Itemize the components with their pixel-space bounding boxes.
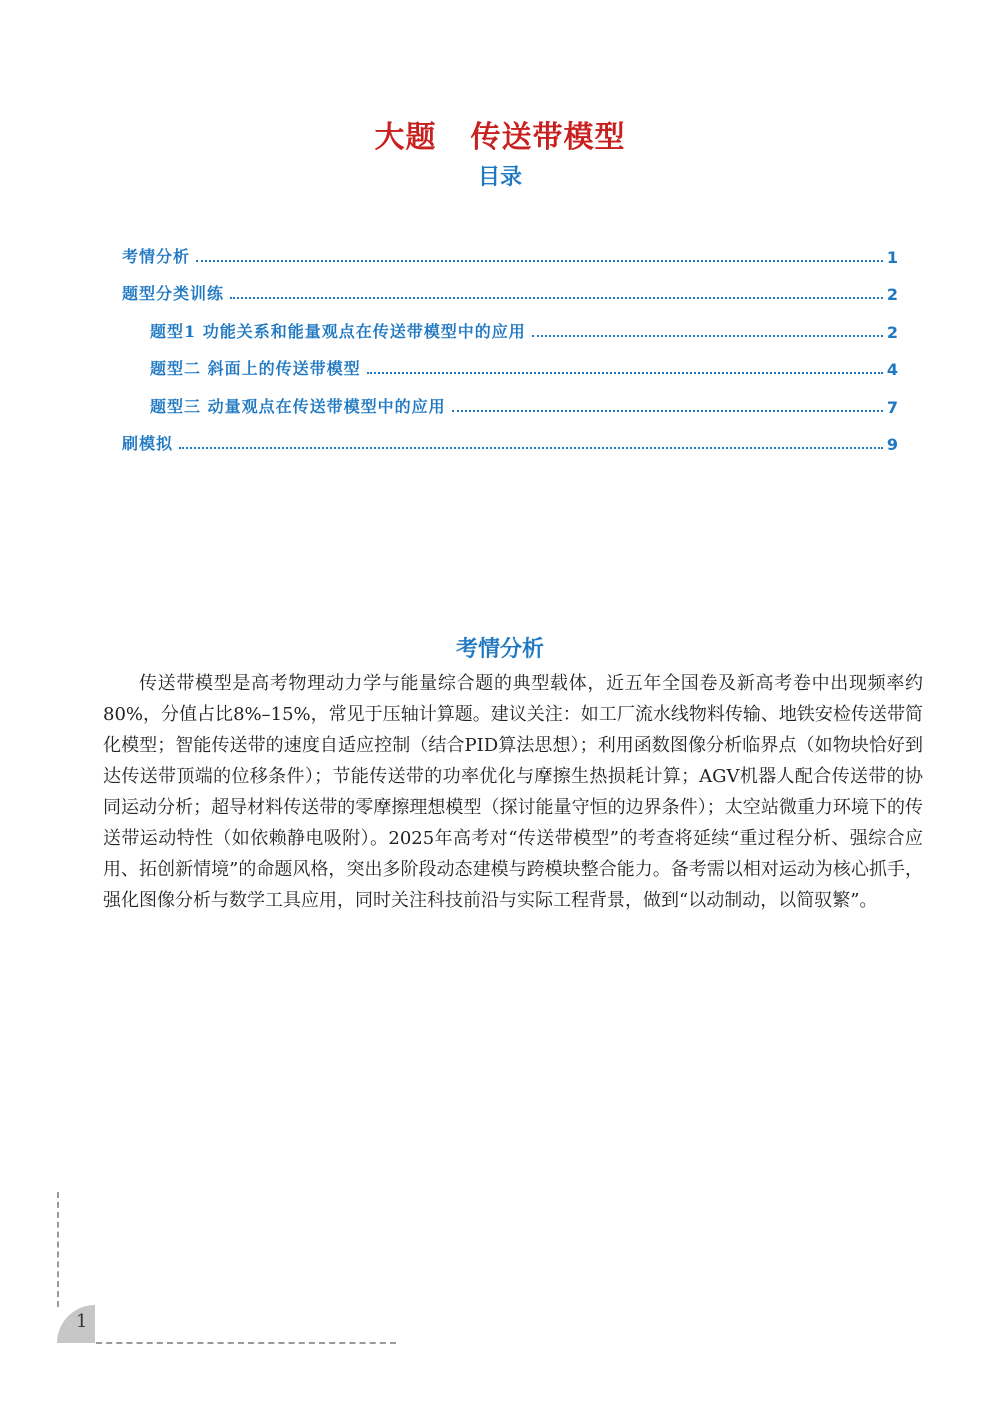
toc-entry-label: 题型1 功能关系和能量观点在传送带模型中的应用 (150, 321, 526, 341)
toc-entry-page: 2 (886, 322, 898, 342)
toc-entry-label: 题型二 斜面上的传送带模型 (150, 359, 361, 378)
toc-entry-mock-practice[interactable] (122, 417, 898, 455)
toc-leader-dots (196, 260, 883, 262)
toc-entry-type-1[interactable] (122, 304, 898, 342)
toc-heading: 目录 (477, 165, 522, 190)
toc-entry-type-3[interactable] (122, 379, 898, 417)
toc-leader-dots (367, 372, 883, 374)
toc-entry-page: 1 (886, 247, 898, 267)
toc-leader-dots (452, 410, 883, 412)
page-title (0, 112, 1000, 156)
toc-entry-label: 考情分析 (122, 246, 191, 266)
toc-entry-type-2[interactable] (122, 342, 898, 380)
toc-entry-page: 2 (886, 285, 898, 304)
title-part-2: 传送带模型 (470, 120, 626, 155)
toc-leader-dots (532, 335, 883, 337)
toc-entry-page: 7 (886, 397, 898, 417)
exam-analysis-heading: 考情分析 (455, 637, 544, 662)
toc-leader-dots (179, 447, 883, 449)
toc-entry-label: 题型分类训练 (122, 284, 225, 303)
toc-leader-dots (230, 297, 883, 299)
footer-dashed-line (96, 1342, 396, 1344)
toc-entry-page: 4 (886, 360, 898, 379)
toc-entry-label: 题型三 动量观点在传送带模型中的应用 (150, 396, 446, 416)
toc-entry-label: 刷模拟 (122, 434, 174, 453)
title-part-1: 大题 (374, 120, 437, 155)
page-number: 1 (76, 1311, 88, 1332)
margin-dashed-line (57, 1192, 59, 1307)
toc-entry-exam-analysis[interactable] (122, 229, 898, 267)
table-of-contents (122, 229, 898, 454)
toc-entry-page: 9 (886, 435, 898, 454)
exam-analysis-paragraph: 传送带模型是高考物理动力学与能量综合题的典型载体，近五年全国卷及新高考卷中出现频率约80%，分值占比8%–15%，常见于压轴计算题。建议关注：如工厂流水线物料传输、地铁安检传送带简化模型；智能传送带的速度自适应控制（结合PID算法思想）；利用函数图像分析临界点（如物块恰好到达传送带顶端的位移条件）；节能传送带的功率优化与摩擦生热损耗计算；AGV机器人配合传送带的协同运动分析；超导材料传送带的零摩擦理想模型（探讨能量守恒的边界条件）；太空站微重力环境下的传送带运动特性（如依赖静电吸附）。2025年高考对“传送带模型”的考查将延续“重过程分析、强综合应用、拓创新情境”的命题风格，突出多阶段动态建模与跨模块整合能力。备考需以相对运动为核心抓手，强化图像分析与数学工具应用，同时关注科技前沿与实际工程背景，做到“以动制动，以简驭繁”。 (103, 673, 923, 911)
toc-entry-type-training[interactable] (122, 267, 898, 305)
